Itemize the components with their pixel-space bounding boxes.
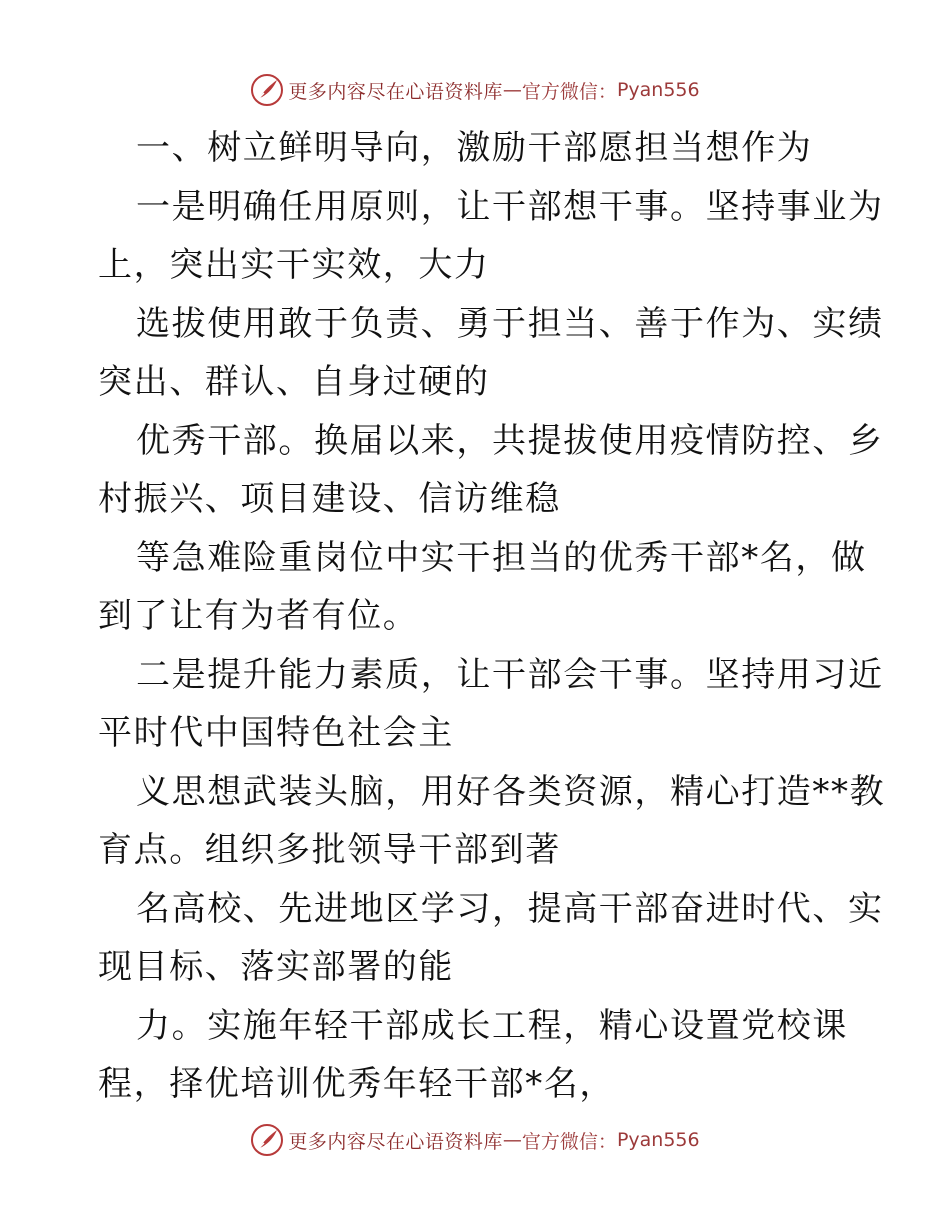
- section-heading: 一、树立鲜明导向，激励干部愿担当想作为: [136, 128, 813, 168]
- paragraph-line: 到了让有为者有位。: [98, 596, 419, 636]
- paragraph-line: 名高校、先进地区学习，提高干部奋进时代、实: [136, 889, 884, 929]
- banner-brand-text: 更多内容尽在心语资料库: [288, 80, 503, 103]
- paragraph-line: 义思想武装头脑，用好各类资源，精心打造**教: [136, 772, 886, 812]
- paragraph-line: 二是提升能力素质，让干部会干事。坚持用习近: [136, 655, 884, 695]
- paragraph-line: 育点。组织多批领导干部到著: [98, 830, 561, 870]
- banner-brand-text: 更多内容尽在心语资料库: [288, 1130, 503, 1153]
- banner-wechat-label: 官方微信：: [521, 1130, 617, 1153]
- paragraph-line: 现目标、落实部署的能: [98, 947, 454, 987]
- banner-wechat-label: 官方微信：: [521, 80, 617, 103]
- banner-separator: —: [502, 79, 522, 101]
- quill-pen-logo-icon: [250, 73, 284, 107]
- paragraph-line: 力。实施年轻干部成长工程，精心设置党校课: [136, 1006, 848, 1046]
- paragraph-line: 上，突出实干实效，大力: [98, 245, 490, 285]
- paragraph-line: 选拔使用敢于负责、勇于担当、善于作为、实绩: [136, 304, 884, 344]
- paragraph-line: 突出、群认、自身过硬的: [98, 362, 490, 402]
- paragraph-line: 一是明确任用原则，让干部想干事。坚持事业为: [136, 187, 884, 227]
- banner-separator: —: [502, 1129, 522, 1151]
- header-watermark-banner: [0, 70, 950, 110]
- paragraph-line: 优秀干部。换届以来，共提拔使用疫情防控、乡: [136, 421, 884, 461]
- paragraph-line: 等急难险重岗位中实干担当的优秀干部*名，做: [136, 538, 867, 578]
- paragraph-line: 程，择优培训优秀年轻干部*名，: [98, 1064, 615, 1104]
- footer-watermark-banner: [0, 1120, 950, 1160]
- banner-wechat-id: Pyan556: [616, 79, 700, 101]
- paragraph-line: 村振兴、项目建设、信访维稳: [98, 479, 561, 519]
- paragraph-line: 平时代中国特色社会主: [98, 713, 454, 753]
- quill-pen-logo-icon: [250, 1123, 284, 1157]
- banner-wechat-id: Pyan556: [616, 1129, 700, 1151]
